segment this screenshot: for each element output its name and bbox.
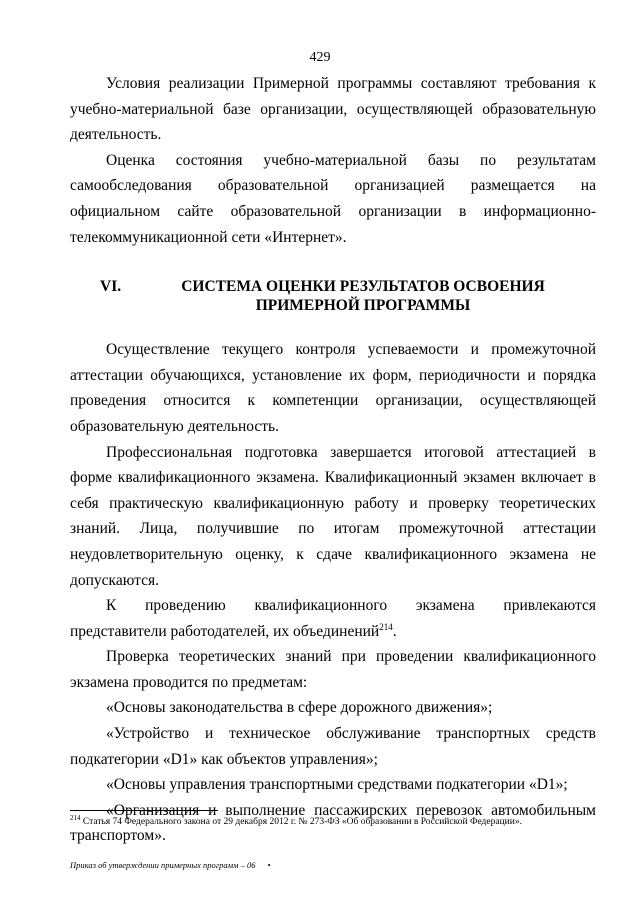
document-footer-text: Приказ об утверждении примерных программ – 06 — [70, 860, 256, 870]
section-number: VI. — [100, 278, 122, 296]
footnote-text: Статья 74 Федерального закона от 29 декабря 2012 г. № 273-ФЗ «Об образовании в Российской Федерации». — [82, 817, 522, 827]
paragraph-conditions: Условия реализации Примерной программы составляют требования к учебно-материальной базе организации, осуществляющей образовательную деятельность. — [70, 75, 596, 144]
footnote — [70, 813, 596, 829]
document-footer — [70, 860, 271, 870]
footnote-number: 214 — [70, 813, 81, 822]
page-number: 429 — [309, 50, 331, 65]
employers-end: . — [392, 622, 397, 640]
body-text — [70, 71, 596, 849]
list-item: «Основы управления транспортными средствами подкатегории «D1»; — [106, 776, 568, 794]
list-item: «Организация и выполнение пассажирских перевозок автомобильным транспортом». — [70, 801, 596, 845]
paragraph-theory-check: Проверка теоретических знаний при проведении квалификационного экзамена проводится по предметам: — [70, 648, 596, 691]
section-title: СИСТЕМА ОЦЕНКИ РЕЗУЛЬТАТОВ ОСВОЕНИЯ ПРИМЕРНОЙ ПРОГРАММЫ — [181, 278, 545, 315]
footnote-divider — [70, 810, 218, 811]
paragraph-employers — [70, 593, 596, 644]
employers-text: К проведению квалификационного экзамена привлекаются представители работодателей, их объединений — [70, 597, 596, 640]
paragraph-assessment: Оценка состояния учебно-материальной базы по результатам самообследования образовательной организацией размещается на официальном сайте образовательной организации в информационно-телекоммуникационной сети «Интернет». — [70, 151, 596, 246]
paragraph-control: Осуществление текущего контроля успеваемости и промежуточной аттестации обучающихся, установление их форм, периодичности и порядка проведения относится к компетенции организации, осуществляющей образовательную деятельность. — [70, 341, 596, 435]
footer-mark: • — [267, 860, 271, 870]
list-item: «Устройство и техническое обслуживание транспортных средств подкатегории «D1» как объектов управления»; — [70, 725, 596, 768]
section-heading — [70, 277, 596, 315]
list-item: «Основы законодательства в сфере дорожного движения»; — [106, 699, 493, 717]
paragraph-final-attestation: Профессиональная подготовка завершается итоговой аттестацией в форме квалификационного экзамена. Квалификационный экзамен включает в себя практическую квалификационную работу и проверку теоретических знаний. Лица, получившие по итогам промежуточной аттестации неудовлетворительную оценку, к сдаче квалификационного экзамена не допускаются. — [70, 443, 596, 589]
footnote-reference[interactable]: 214 — [379, 621, 393, 632]
